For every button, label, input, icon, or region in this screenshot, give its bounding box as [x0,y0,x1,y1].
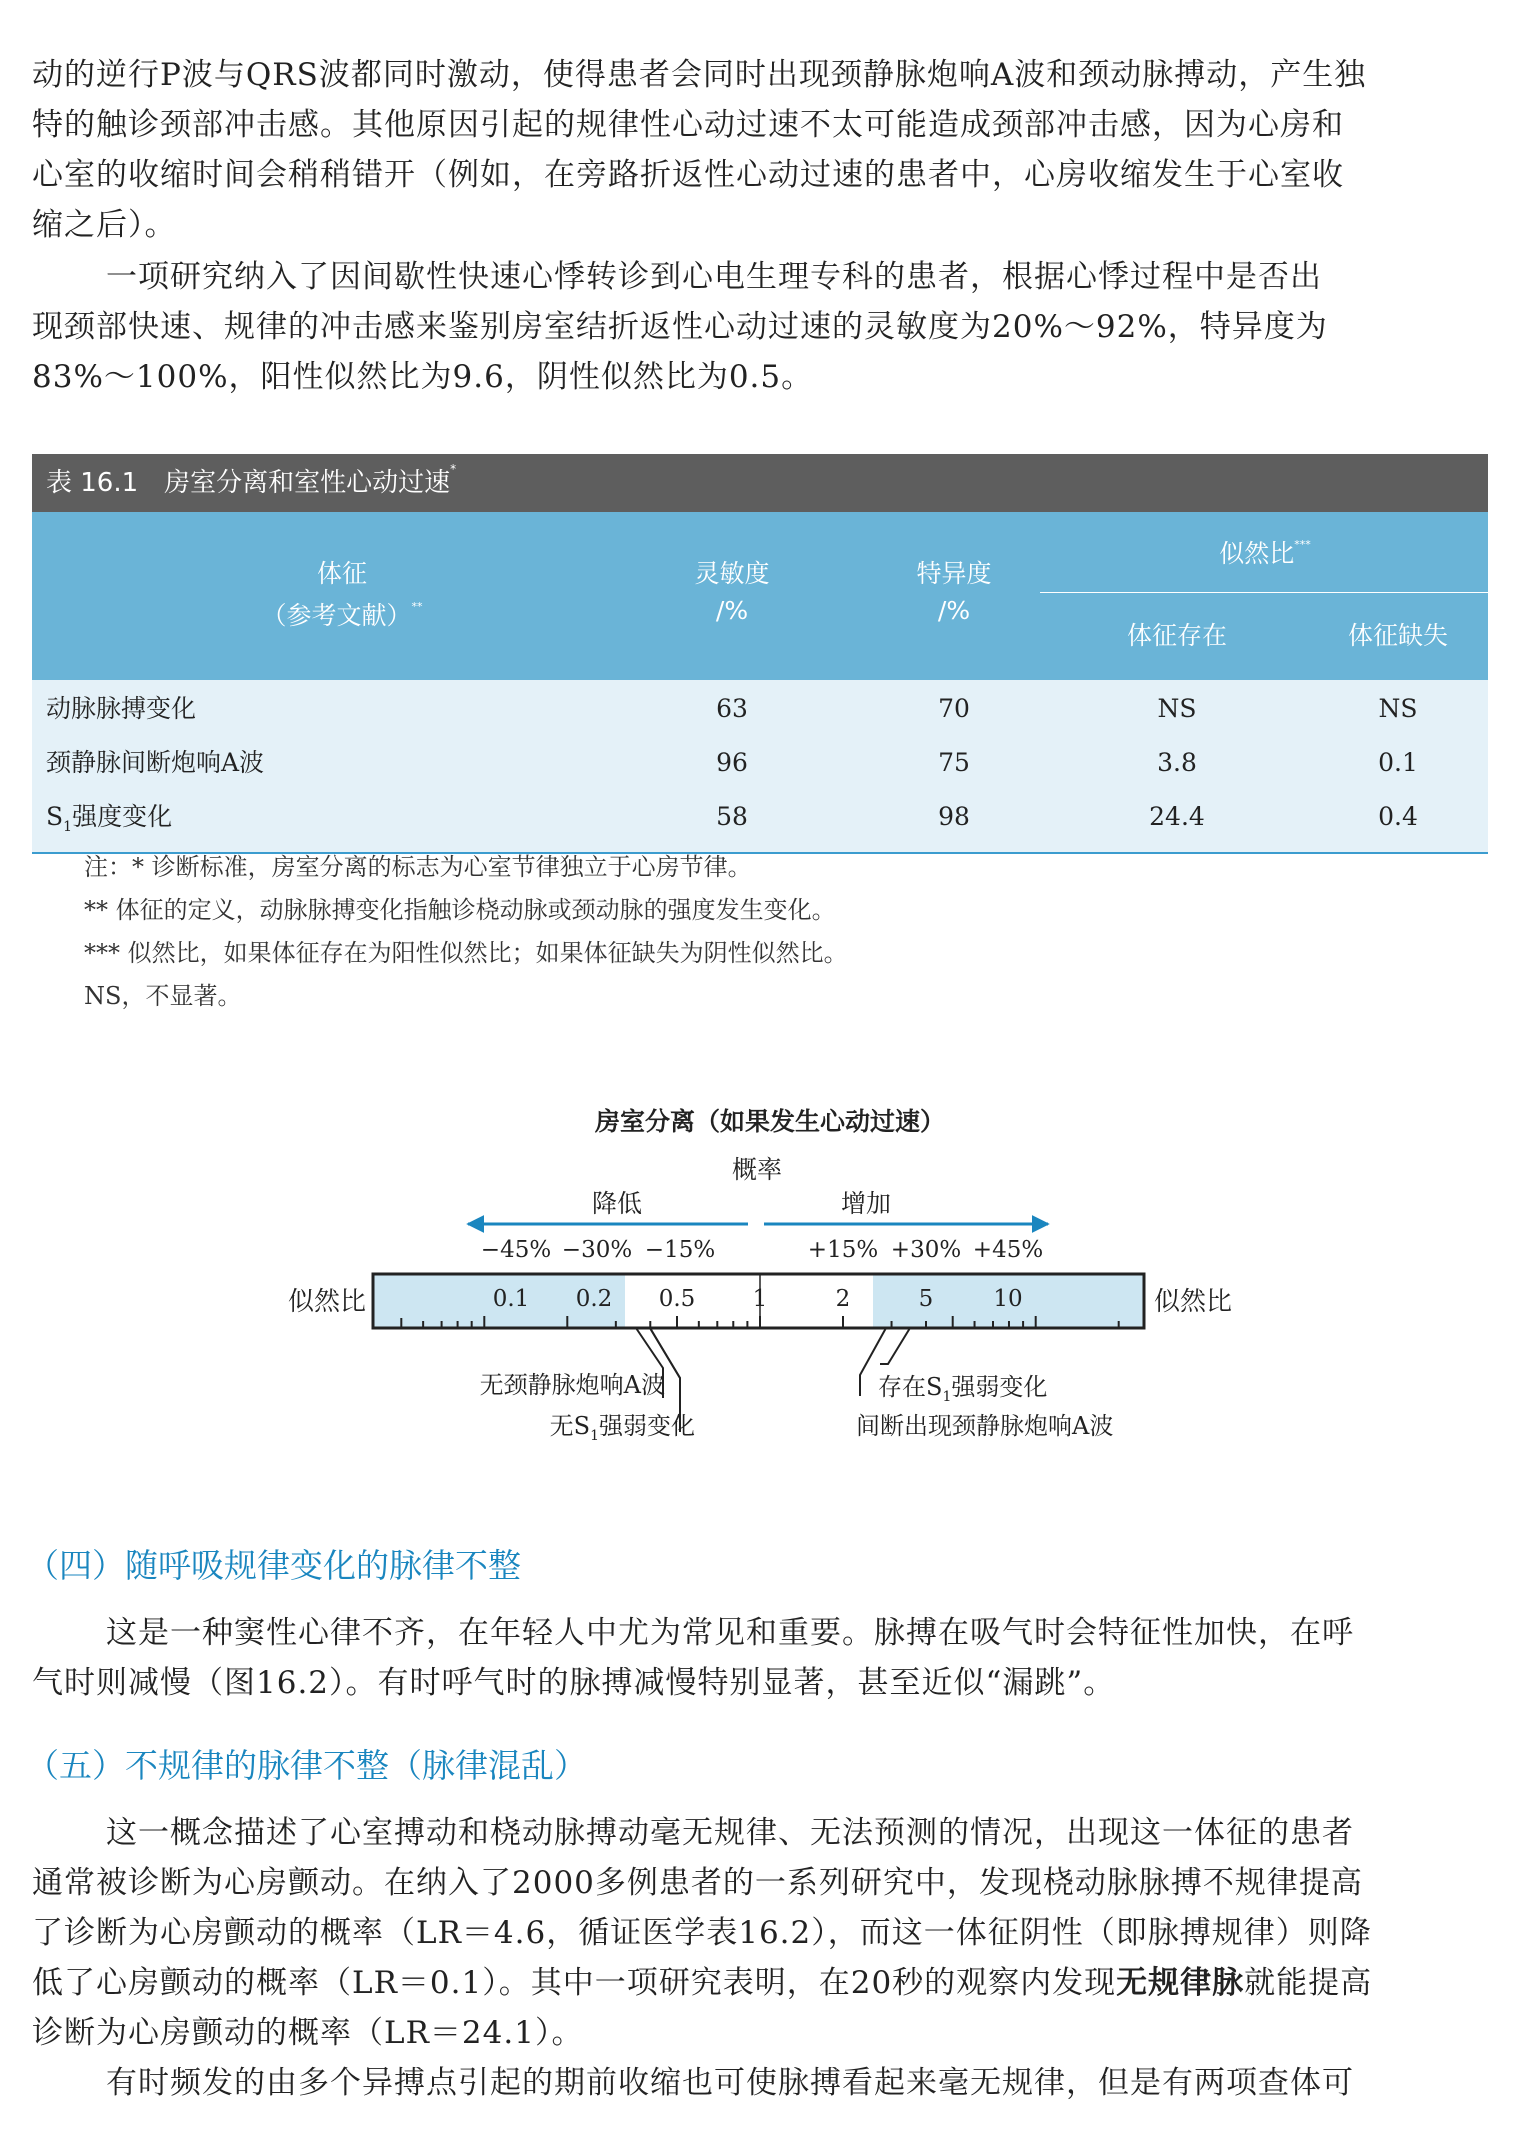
cell-sensitivity: 96 [716,748,748,777]
scale-label: 0.2 [575,1286,613,1312]
label-a-wave: 间断出现颈静脉炮响A波 [856,1412,1114,1440]
cell-finding: 颈静脉间断炮响A波 [46,748,265,777]
scale-label: 10 [993,1286,1023,1312]
cell-finding-sub: 1 [63,819,73,835]
header-sensitivity: 灵敏度 [694,559,770,588]
cell-finding-prefix: S [46,802,64,831]
section-heading-4: （四）随呼吸规律变化的脉律不整 [26,1546,521,1585]
label-no-s1 [550,1412,695,1444]
cell-lr-present: NS [1157,694,1197,723]
header-lr-text: 似然比 [1219,539,1295,568]
table-title-mark: * [450,462,457,476]
table-title-text: 表 16.1 房室分离和室性心动过速 [46,468,451,498]
cell-lr-present: 24.4 [1149,802,1205,831]
cell-specificity: 70 [938,694,970,723]
label-no-s1-prefix: 无S [549,1412,591,1440]
scale-label: 5 [918,1286,934,1312]
section-4-paragraph [32,1608,1488,1708]
text-line: 特的触诊颈部冲击感。其他原因引起的规律性心动过速不太可能造成颈部冲击感，因为心房和 [32,107,1344,143]
scale-label: 2 [835,1286,851,1312]
table-note: 注：* 诊断标准，房室分离的标志为心室节律独立于心房节律。 [84,853,752,881]
scale-label: 0.5 [658,1286,696,1312]
percent-label: +15% [807,1237,879,1263]
label-s1 [878,1373,1047,1405]
text-segment: 低了心房颤动的概率（LR＝0.1）。其中一项研究表明，在20秒的观察内发现 [32,1965,1117,2001]
decrease-label: 降低 [591,1189,643,1218]
text-line: 有时频发的由多个异搏点引起的期前收缩也可使脉搏看起来毫无规律，但是有两项查体可 [106,2065,1354,2101]
header-specificity: 特异度 [916,559,992,588]
label-s1-sub: 1 [942,1389,952,1405]
header-lr-mark: *** [1294,538,1311,551]
text-line: 动的逆行P波与QRS波都同时激动，使得患者会同时出现颈静脉炮响A波和颈动脉搏动，产生独 [32,57,1367,93]
header-finding: 体征 [316,559,367,588]
percent-label: +45% [972,1237,1044,1263]
header-lr-absent: 体征缺失 [1347,621,1448,650]
cell-finding-suffix: 强度变化 [72,802,173,831]
text-line [32,1958,1488,2008]
cell-lr-absent: 0.4 [1378,802,1418,831]
text-line: 现颈部快速、规律的冲击感来鉴别房室结折返性心动过速的灵敏度为20%～92%，特异度为 [32,309,1328,345]
cell-lr-absent: NS [1378,694,1418,723]
percent-label: −30% [561,1237,633,1263]
text-line: 83%～100%，阳性似然比为9.6，阴性似然比为0.5。 [32,359,814,395]
key-term: 无规律脉 [1116,1965,1245,2001]
header-lr-present: 体征存在 [1126,621,1227,650]
scale-label: 0.1 [492,1286,530,1312]
cell-sensitivity: 63 [716,694,748,723]
header-specificity-unit: /% [937,596,971,625]
cell-lr-absent: 0.1 [1378,748,1418,777]
percent-label: −15% [644,1237,716,1263]
increase-label: 增加 [840,1189,892,1218]
header-reference-mark: ** [411,600,423,613]
text-line: 一项研究纳入了因间歇性快速心悸转诊到心电生理专科的患者，根据心悸过程中是否出 [106,259,1322,295]
text-line: 这是一种窦性心律不齐，在年轻人中尤为常见和重要。脉搏在吸气时会特征性加快，在呼 [106,1615,1354,1651]
cell-specificity: 75 [938,748,970,777]
header-sensitivity-unit: /% [715,596,749,625]
probability-label: 概率 [731,1155,783,1184]
percent-label: −45% [480,1237,552,1263]
cell-sensitivity: 58 [716,802,748,831]
text-line: 了诊断为心房颤动的概率（LR＝4.6，循证医学表16.2），而这一体征阴性（即脉搏规律）则降 [32,1915,1372,1951]
section-5-paragraph [32,1808,1488,2108]
pointer-a-wave [880,1328,910,1364]
text-line: 这一概念描述了心室搏动和桡动脉搏动毫无规律、无法预测的情况，出现这一体征的患者 [106,1815,1354,1851]
table-note: ** 体征的定义，动脉脉搏变化指触诊桡动脉或颈动脉的强度发生变化。 [84,896,836,924]
cell-finding: 动脉脉搏变化 [46,694,197,723]
label-no-a-wave: 无颈静脉炮响A波 [479,1371,665,1399]
label-s1-prefix: 存在S [878,1373,943,1401]
label-no-s1-suffix: 强弱变化 [599,1412,695,1440]
percent-label: +30% [890,1237,962,1263]
text-line: 气时则减慢（图16.2）。有时呼气时的脉搏减慢特别显著，甚至近似“漏跳”。 [32,1665,1116,1701]
text-line: 心室的收缩时间会稍稍错开（例如，在旁路折返性心动过速的患者中，心房收缩发生于心室收 [32,157,1344,193]
text-line: 缩之后）。 [32,207,177,243]
table-note: NS，不显著。 [84,982,242,1010]
lr-label-right: 似然比 [1154,1287,1233,1317]
lr-label-left: 似然比 [287,1287,366,1317]
text-line: 诊断为心房颤动的概率（LR＝24.1）。 [32,2015,584,2051]
cell-specificity: 98 [938,802,970,831]
table-note: *** 似然比，如果体征存在为阳性似然比；如果体征缺失为阴性似然比。 [84,939,848,967]
label-s1-suffix: 强弱变化 [951,1373,1048,1401]
cell-lr-present: 3.8 [1157,748,1197,777]
nomogram-title: 房室分离（如果发生心动过速） [594,1107,946,1136]
text-segment: 就能提高 [1244,1965,1373,2001]
scale-label: 1 [752,1286,768,1312]
text-line: 通常被诊断为心房颤动。在纳入了2000多例患者的一系列研究中，发现桡动脉脉搏不规律提高 [32,1865,1363,1901]
section-heading-5: （五）不规律的脉律不整（脉律混乱） [26,1746,587,1785]
header-reference-text: （参考文献） [261,601,412,630]
label-no-s1-sub: 1 [590,1428,599,1444]
